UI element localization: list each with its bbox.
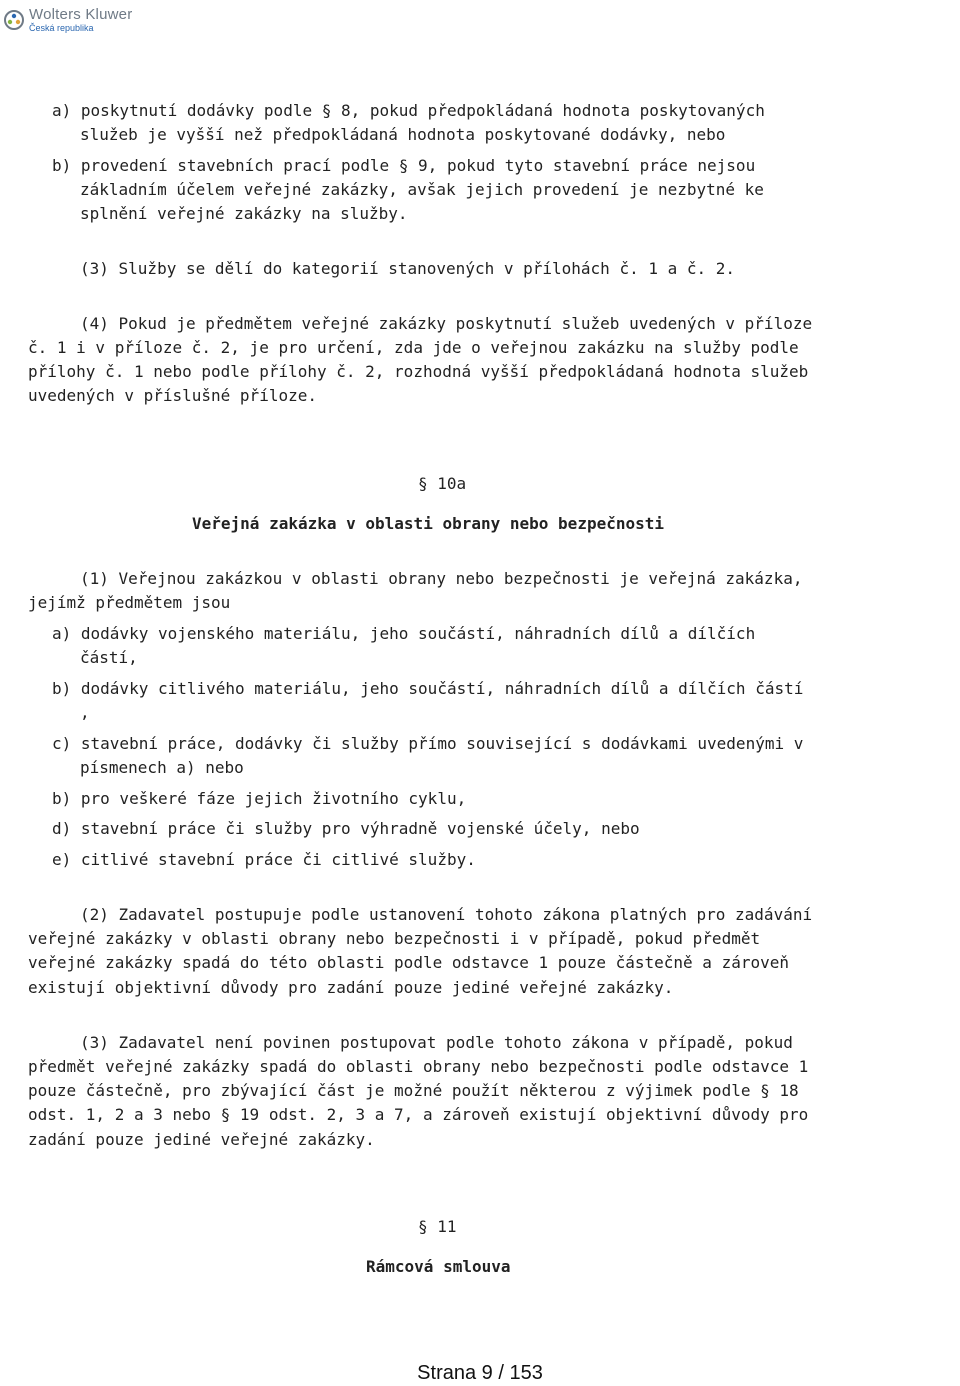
text-line: b) pro veškeré fáze jejich životního cyklu, <box>52 789 467 808</box>
text-line: částí, <box>80 648 138 667</box>
text-line: přílohy č. 1 nebo podle přílohy č. 2, rozhodná vyšší předpokládaná hodnota služeb <box>28 362 809 381</box>
text-line: služeb je vyšší než předpokládaná hodnota poskytované dodávky, nebo <box>80 125 726 144</box>
text-line: veřejné zakázky v oblasti obrany nebo bezpečnosti i v případě, pokud předmět <box>28 929 761 948</box>
text-line: a) poskytnutí dodávky podle § 8, pokud předpokládaná hodnota poskytovaných <box>52 101 765 120</box>
text-line: předmět veřejné zakázky spadá do oblasti obrany nebo bezpečnosti podle odstavce 1 <box>28 1057 809 1076</box>
text-line: (2) Zadavatel postupuje podle ustanovení tohoto zákona platných pro zadávání <box>80 905 813 924</box>
text-line: b) provedení stavebních prací podle § 9, pokud tyto stavební práce nejsou <box>52 156 756 175</box>
text-line: c) stavební práce, dodávky či služby přímo související s dodávkami uvedenými v <box>52 734 804 753</box>
wolters-kluwer-logo-icon <box>4 10 24 30</box>
text-line: uvedených v příslušné příloze. <box>28 386 317 405</box>
text-line: b) dodávky citlivého materiálu, jeho součástí, náhradních dílů a dílčích částí <box>52 679 804 698</box>
text-line: č. 1 i v příloze č. 2, je pro určení, zda jde o veřejnou zakázku na služby podle <box>28 338 799 357</box>
text-line: odst. 1, 2 a 3 nebo § 19 odst. 2, 3 a 7, a zároveň existují objektivní důvody pro <box>28 1105 809 1124</box>
page-number: Strana 9 / 153 <box>417 1362 543 1384</box>
text-line: písmenech a) nebo <box>80 758 244 777</box>
text-line: veřejné zakázky spadá do této oblasti podle odstavce 1 pouze částečně a zároveň <box>28 953 789 972</box>
text-line: (4) Pokud je předmětem veřejné zakázky poskytnutí služeb uvedených v příloze <box>80 314 813 333</box>
text-line: a) dodávky vojenského materiálu, jeho součástí, náhradních dílů a dílčích <box>52 624 756 643</box>
section-title: Rámcová smlouva <box>366 1257 511 1276</box>
text-line: splnění veřejné zakázky na služby. <box>80 204 408 223</box>
text-line: (1) Veřejnou zakázkou v oblasti obrany nebo bezpečnosti je veřejná zakázka, <box>80 569 803 588</box>
section-number: § 10a <box>418 474 467 493</box>
text-line: existují objektivní důvody pro zadání pouze jediné veřejné zakázky. <box>28 978 674 997</box>
text-line: základním účelem veřejné zakázky, avšak jejich provedení je nezbytné ke <box>80 180 764 199</box>
text-line: e) citlivé stavební práce či citlivé služby. <box>52 850 476 869</box>
text-line: (3) Služby se dělí do kategorií stanovených v přílohách č. 1 a č. 2. <box>80 259 736 278</box>
text-line: zadání pouze jediné veřejné zakázky. <box>28 1130 375 1149</box>
publisher-logo <box>4 4 132 36</box>
text-line: , <box>80 703 90 722</box>
logo-brand-text: Wolters Kluwer <box>29 6 133 23</box>
section-title: Veřejná zakázka v oblasti obrany nebo bezpečnosti <box>192 514 665 533</box>
logo-subtitle: Česká republika <box>29 23 94 33</box>
text-line: (3) Zadavatel není povinen postupovat podle tohoto zákona v případě, pokud <box>80 1033 793 1052</box>
text-line: pouze částečně, pro zbývající část je možné použít některou z výjimek podle § 18 <box>28 1081 799 1100</box>
section-number: § 11 <box>418 1217 457 1236</box>
text-line: jejímž předmětem jsou <box>28 593 231 612</box>
text-line: d) stavební práce či služby pro výhradně vojenské účely, nebo <box>52 819 640 838</box>
